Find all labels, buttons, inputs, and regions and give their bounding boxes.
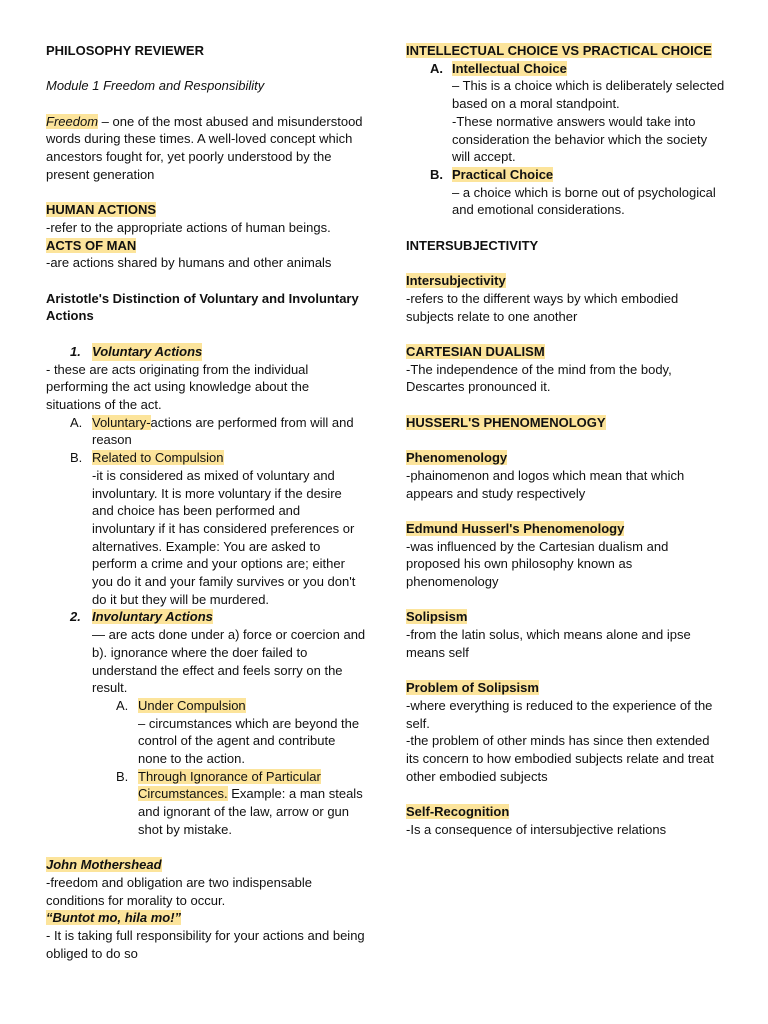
related-to-compulsion-term: Related to Compulsion (92, 450, 224, 466)
acts-of-man-title: ACTS OF MAN (46, 237, 137, 253)
mothershead-text: -freedom and obligation are two indispensable conditions for morality to occur. (46, 874, 312, 908)
human-actions-title: HUMAN ACTIONS (46, 202, 157, 218)
list-item-practical-choice (406, 166, 726, 219)
human-actions-text: -refer to the appropriate actions of human beings. (46, 219, 331, 235)
list-marker: A. (116, 697, 129, 713)
list-item-through-ignorance (46, 768, 366, 839)
related-to-compulsion-text: -it is considered as mixed of voluntary and involuntary. It is more voluntary if the desire and choice has been performed and involuntary if it has considered preferences or alternatives. Example: You are asked to perform a crime and your options are; either you do it and your family survives or you don't do it but they will be murdered. (92, 467, 356, 607)
acts-of-man-text: -are actions shared by humans and other animals (46, 255, 332, 271)
solipsism-text: -from the latin solus, which means alone and ipse means self (406, 627, 691, 660)
husserl-heading: HUSSERL'S PHENOMENOLOGY (406, 414, 606, 430)
voluntary-actions-title: Voluntary Actions (92, 343, 203, 359)
self-recognition-title: Self-Recognition (406, 804, 510, 820)
module-title: Module 1 Freedom and Responsibility (46, 78, 265, 94)
cartesian-dualism-text: -The independence of the mind from the body, Descartes pronounced it. (406, 361, 672, 395)
intersubjectivity-title: Intersubjectivity (406, 273, 506, 289)
under-compulsion-text: – circumstances which are beyond the control of the agent and contribute none to the action. (138, 715, 360, 767)
solipsism-title: Solipsism (406, 609, 468, 625)
problem-of-solipsism-text-2: -the problem of other minds has since then extended its concern to how embodied subjects relate and treat other embodied subjects (406, 733, 714, 784)
problem-of-solipsism-title: Problem of Solipsism (406, 680, 539, 696)
aristotle-title: Aristotle's Distinction of Voluntary and Involuntary Actions (46, 290, 359, 324)
intersubjectivity-heading: INTERSUBJECTIVITY (406, 237, 539, 253)
mothershead-title: John Mothershead (46, 857, 162, 873)
list-marker: B. (116, 768, 129, 784)
practical-choice-title: Practical Choice (452, 166, 554, 182)
buntot-title: “Buntot mo, hila mo!” (46, 910, 182, 926)
document-title: PHILOSOPHY REVIEWER (46, 43, 204, 58)
cartesian-dualism-title: CARTESIAN DUALISM (406, 343, 545, 359)
phenomenology-text: -phainomenon and logos which mean that which appears and study respectively (406, 467, 685, 501)
voluntary-actions-text: - these are acts originating from the individual performing the act using knowledge about the situations of the act. (46, 361, 310, 412)
under-compulsion-term: Under Compulsion (138, 697, 246, 713)
freedom-definition (46, 113, 366, 184)
practical-choice-text: – a choice which is borne out of psychological and emotional considerations. (452, 184, 716, 218)
voluntary-text: actions are performed from will and reason (92, 414, 354, 448)
list-marker: A. (430, 60, 443, 76)
right-column (406, 42, 726, 839)
list-marker: 2. (70, 609, 81, 625)
list-item-voluntary (46, 414, 366, 449)
edmund-husserl-text: -was influenced by the Cartesian dualism and proposed his own philosophy known as phenomenology (406, 538, 669, 589)
choice-title: INTELLECTUAL CHOICE VS PRACTICAL CHOICE (406, 43, 712, 58)
intellectual-choice-text-2: -These normative answers would take into consideration the behavior which the society will accept. (452, 113, 708, 165)
list-marker: A. (70, 414, 83, 430)
intersubjectivity-text: -refers to the different ways by which embodied subjects relate to one another (406, 290, 679, 324)
problem-of-solipsism-text-1: -where everything is reduced to the experience of the self. (406, 697, 713, 731)
list-item-related-to-compulsion (46, 449, 366, 608)
list-marker: B. (70, 450, 83, 466)
list-marker: B. (430, 166, 443, 182)
list-marker: 1. (70, 343, 81, 359)
list-item-intellectual-choice (406, 60, 726, 166)
left-column (46, 42, 366, 962)
voluntary-term: Voluntary- (92, 414, 151, 430)
phenomenology-title: Phenomenology (406, 450, 508, 466)
self-recognition-text: -Is a consequence of intersubjective relations (406, 821, 667, 837)
involuntary-actions-title: Involuntary Actions (92, 609, 213, 625)
through-ignorance-term: Through Ignorance of Particular Circumstances. (138, 768, 321, 802)
buntot-text: - It is taking full responsibility for your actions and being obliged to do so (46, 928, 365, 961)
through-ignorance-text: Example: a man steals and ignorant of the law, arrow or gun shot by mistake. (138, 786, 363, 837)
edmund-husserl-title: Edmund Husserl's Phenomenology (406, 520, 625, 536)
freedom-term: Freedom (46, 113, 99, 129)
list-item-under-compulsion (46, 697, 366, 768)
list-item-involuntary-actions (46, 608, 366, 697)
intellectual-choice-title: Intellectual Choice (452, 60, 567, 76)
involuntary-actions-text: — are acts done under a) force or coercion and b). ignorance where the doer failed to understand the effect and feels sorry on the result. (92, 627, 366, 696)
intellectual-choice-text-1: – This is a choice which is deliberately selected based on a moral standpoint. (452, 78, 725, 112)
freedom-text: – one of the most abused and misunderstood words during these times. A well-loved concept which ancestors fought for, yet poorly understood by the present generation (46, 113, 363, 182)
list-item-voluntary-actions (46, 343, 366, 361)
